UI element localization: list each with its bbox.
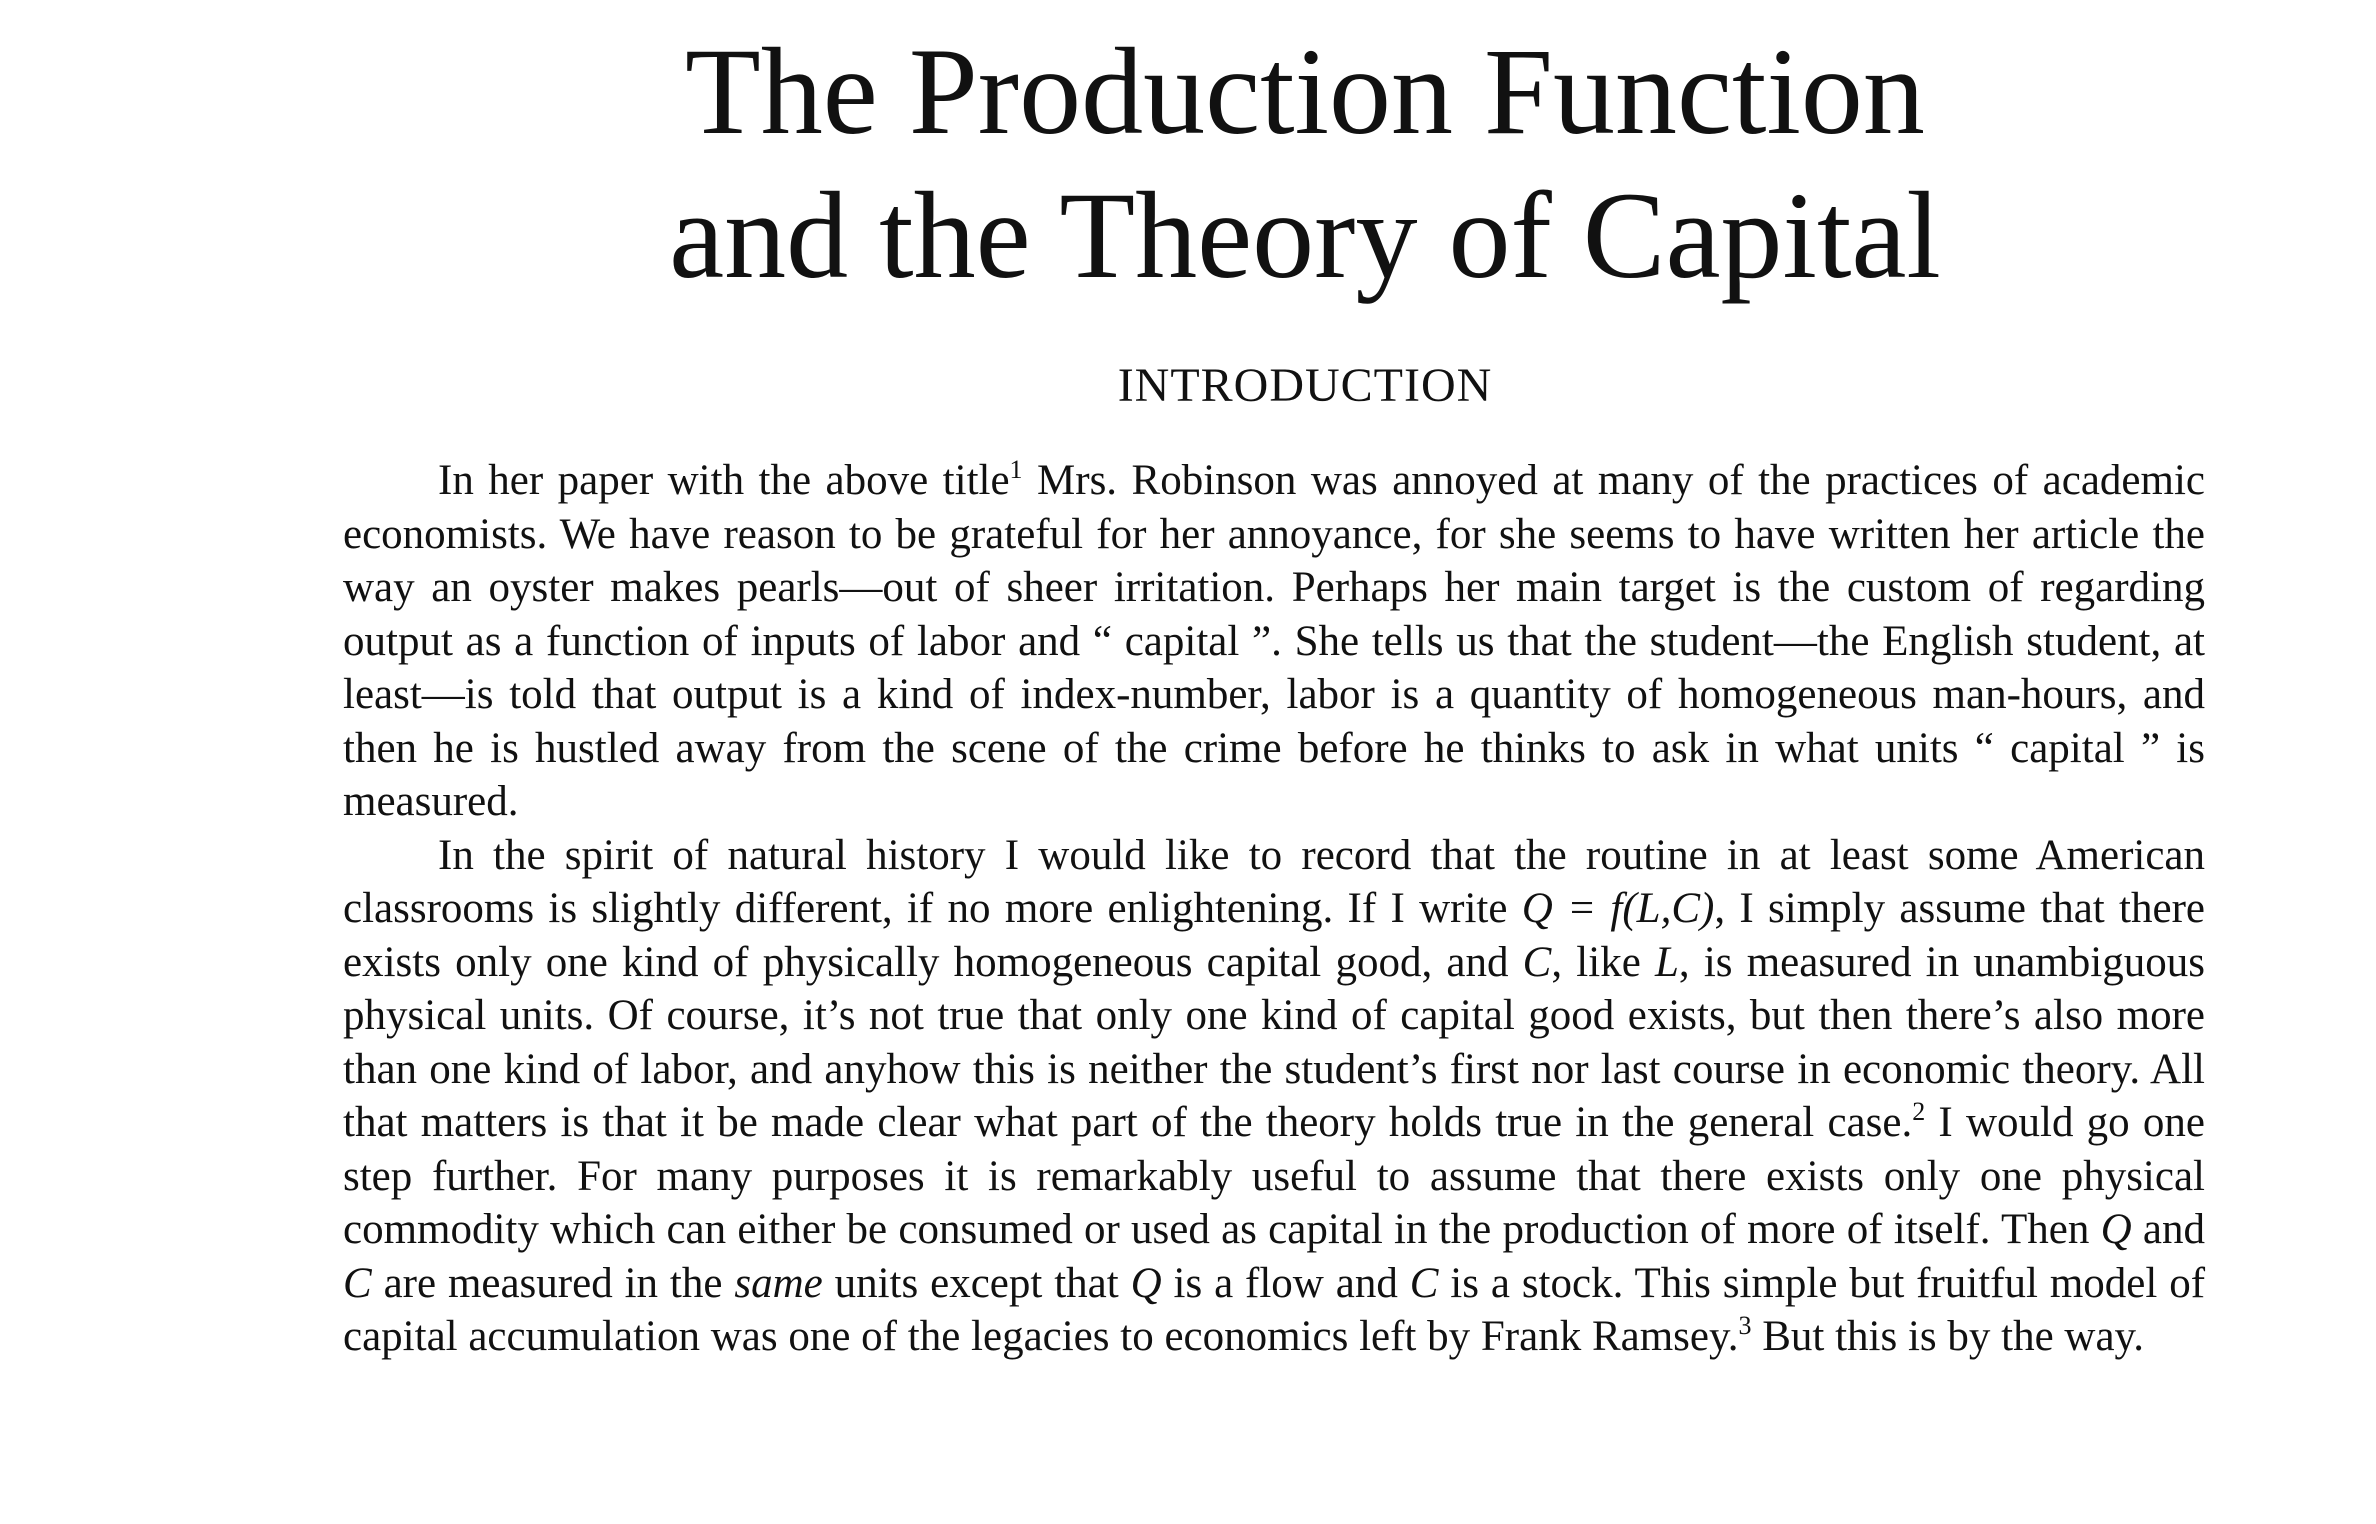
article-title-line-1: The Production Function bbox=[685, 23, 1925, 160]
paragraph-2 bbox=[343, 829, 2205, 1364]
article-title bbox=[330, 20, 2280, 308]
variable-c: C bbox=[343, 1259, 372, 1307]
paragraph-1-text-a: In her paper with the above title bbox=[438, 457, 1010, 504]
paragraph-2-text-c: , like bbox=[1551, 938, 1655, 986]
emphasis-same: same bbox=[734, 1259, 823, 1307]
variable-c: C bbox=[1522, 938, 1552, 986]
paragraph-2-text-h: units except that bbox=[822, 1259, 1131, 1307]
footnote-marker-2: 2 bbox=[1912, 1097, 1926, 1126]
paragraph-2-text-j: is a stock. This simple but fruitful model of capital accumulation was one of the legacies to economics left by Frank Ramsey. bbox=[343, 1259, 2206, 1360]
paragraph-2-text-a: In the spirit of natural history I would like to record that the routine in at least some American classrooms is slightly different, if no more enlightening. If I write bbox=[343, 831, 2205, 932]
footnote-marker-1: 1 bbox=[1009, 455, 1023, 484]
paragraph-2-text-d: , is measured in unambiguous physical units. Of course, it’s not true that only one kind of capital good exists, but then there’s also more than one kind of labor, and anyhow this is neither the student’s first nor last course in economic theory. All that matters is that it be made clear what part of the theory holds true in the general case. bbox=[343, 938, 2205, 1146]
paragraph-1-text-b: Mrs. Robinson was annoyed at many of the practices of academic economists. We have reason to be grateful for her annoyance, for she seems to have written her article the way an oyster makes pearls—out of sheer irritation. Perhaps her main target is the custom of regarding output as a function of inputs of labor and “ capital ”. She tells us that the student—the English student, at least—is told that output is a kind of index-number, labor is a quantity of homogeneous man-hours, and then he is hustled away from the scene of the crime before he thinks to ask in what units “ capital ” is measured. bbox=[343, 457, 2205, 825]
variable-l: L bbox=[1654, 938, 1679, 986]
paragraph-2-text-i: is a flow and bbox=[1161, 1259, 1410, 1307]
paragraph-2-text-g: are measured in the bbox=[371, 1259, 735, 1307]
article-title-line-2: and the Theory of Capital bbox=[669, 167, 1941, 304]
footnote-marker-3: 3 bbox=[1738, 1311, 1752, 1340]
variable-c: C bbox=[1409, 1259, 1439, 1307]
production-function-equation: Q = f(L,C) bbox=[1521, 885, 1715, 932]
paragraph-1 bbox=[343, 454, 2205, 829]
variable-q: Q bbox=[2100, 1206, 2132, 1253]
body-text bbox=[343, 454, 2205, 1364]
variable-q: Q bbox=[1130, 1259, 1162, 1307]
section-heading: INTRODUCTION bbox=[1117, 359, 1493, 412]
paragraph-2-text-b: , I simply assume that there exists only one kind of physically homogeneous capital good, and bbox=[343, 885, 2205, 986]
paragraph-2-text-f: and bbox=[2131, 1206, 2205, 1253]
paragraph-2-text-e: I would go one step further. For many purposes it is remarkably useful to assume that there exists only one physical commodity which can either be consumed or used as capital in the production of more of itself. Then bbox=[343, 1099, 2205, 1253]
paragraph-2-text-k: But this is by the way. bbox=[1751, 1313, 2145, 1360]
